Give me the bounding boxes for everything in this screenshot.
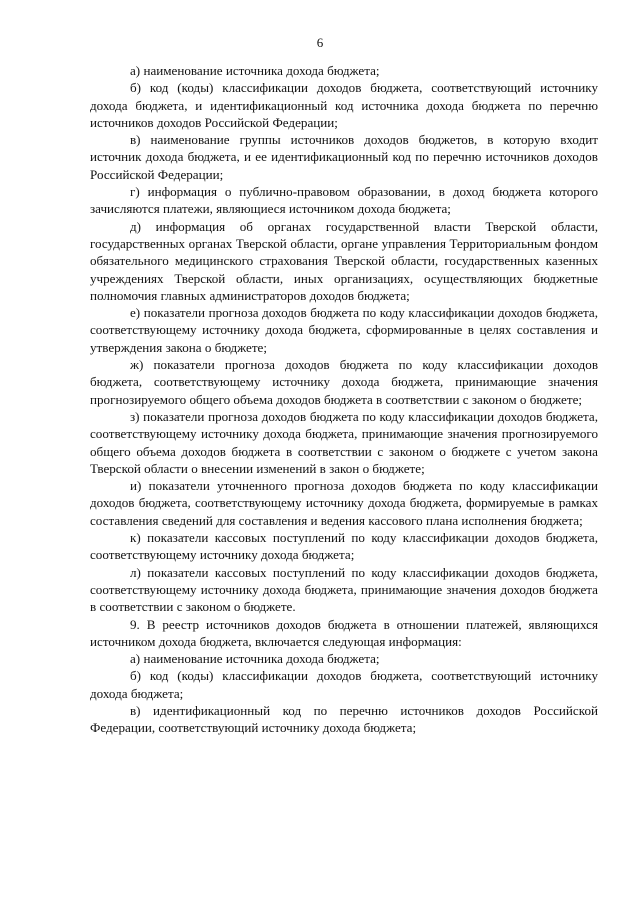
paragraph-8l: л) показатели кассовых поступлений по коду классификации доходов бюджета, соответствующему источнику дохода бюджета, принимающие значения доходов бюджета в соответствии с законом о бюджете. [90,564,598,615]
paragraph-8a: а) наименование источника дохода бюджета; [130,63,380,78]
paragraph-8e: е) показатели прогноза доходов бюджета по коду классификации доходов бюджета, соответствующему источнику дохода бюджета, сформированные в целях составления и утверждения закона о бюджете; [90,305,598,355]
paragraph-9b: б) код (коды) классификации доходов бюджета, соответствующий источнику дохода бюджета; [90,668,598,701]
paragraph-8i: и) показатели уточненного прогноза доходов бюджета по коду классификации доходов бюджета, соответствующему источнику дохода бюджета, формируемые в рамках составления сведений для составления и ведения кассового плана исполнения бюджета; [90,478,598,528]
paragraph-8g: г) информация о публично-правовом образовании, в доход бюджета которого зачисляются платежи, являющиеся источником дохода бюджета; [90,184,598,217]
paragraph-8b: б) код (коды) классификации доходов бюджета, соответствующий источнику дохода бюджета, и идентификационный код источника дохода бюджета по перечню источников доходов Российской Федерации; [90,80,598,130]
paragraph-9a: а) наименование источника дохода бюджета; [130,651,380,667]
paragraph-8zh: ж) показатели прогноза доходов бюджета по коду классификации доходов бюджета, соответствующему источнику дохода бюджета, принимающие значения прогнозируемого общего объема доходов бюджета в соответствии с законом о бюджете; [90,357,598,407]
paragraph-8d: д) информация об органах государственной власти Тверской области, государственных органах Тверской области, органе управления Территориальным фондом обязательного медицинского страхования Тверской области, государственных казенных учреждениях Тверской области, иных организациях, осуществляющих бюджетные полномочия главных администраторов доходов бюджета; [90,218,598,303]
paragraph-8k: к) показатели кассовых поступлений по коду классификации доходов бюджета, соответствующему источнику дохода бюджета; [90,530,598,563]
paragraph-8z: з) показатели прогноза доходов бюджета по коду классификации доходов бюджета, соответствующему источнику дохода бюджета, принимающие значения прогнозируемого общего объема доходов бюджета в соответствии с законом о бюджете с учетом закона Тверской области о внесении изменений в закон о бюджете; [90,408,598,476]
document-body [90,62,598,737]
page-number: 6 [316,35,324,50]
paragraph-9v: в) идентификационный код по перечню источников доходов Российской Федерации, соответствующий источнику дохода бюджета; [90,702,598,736]
paragraph-8v: в) наименование группы источников доходов бюджетов, в которую входит источник дохода бюджета, и ее идентификационный код по перечню источников доходов Российской Федерации; [90,132,598,182]
paragraph-9: 9. В реестр источников доходов бюджета в отношении платежей, являющихся источником дохода бюджета, включается следующая информация: [90,616,598,649]
